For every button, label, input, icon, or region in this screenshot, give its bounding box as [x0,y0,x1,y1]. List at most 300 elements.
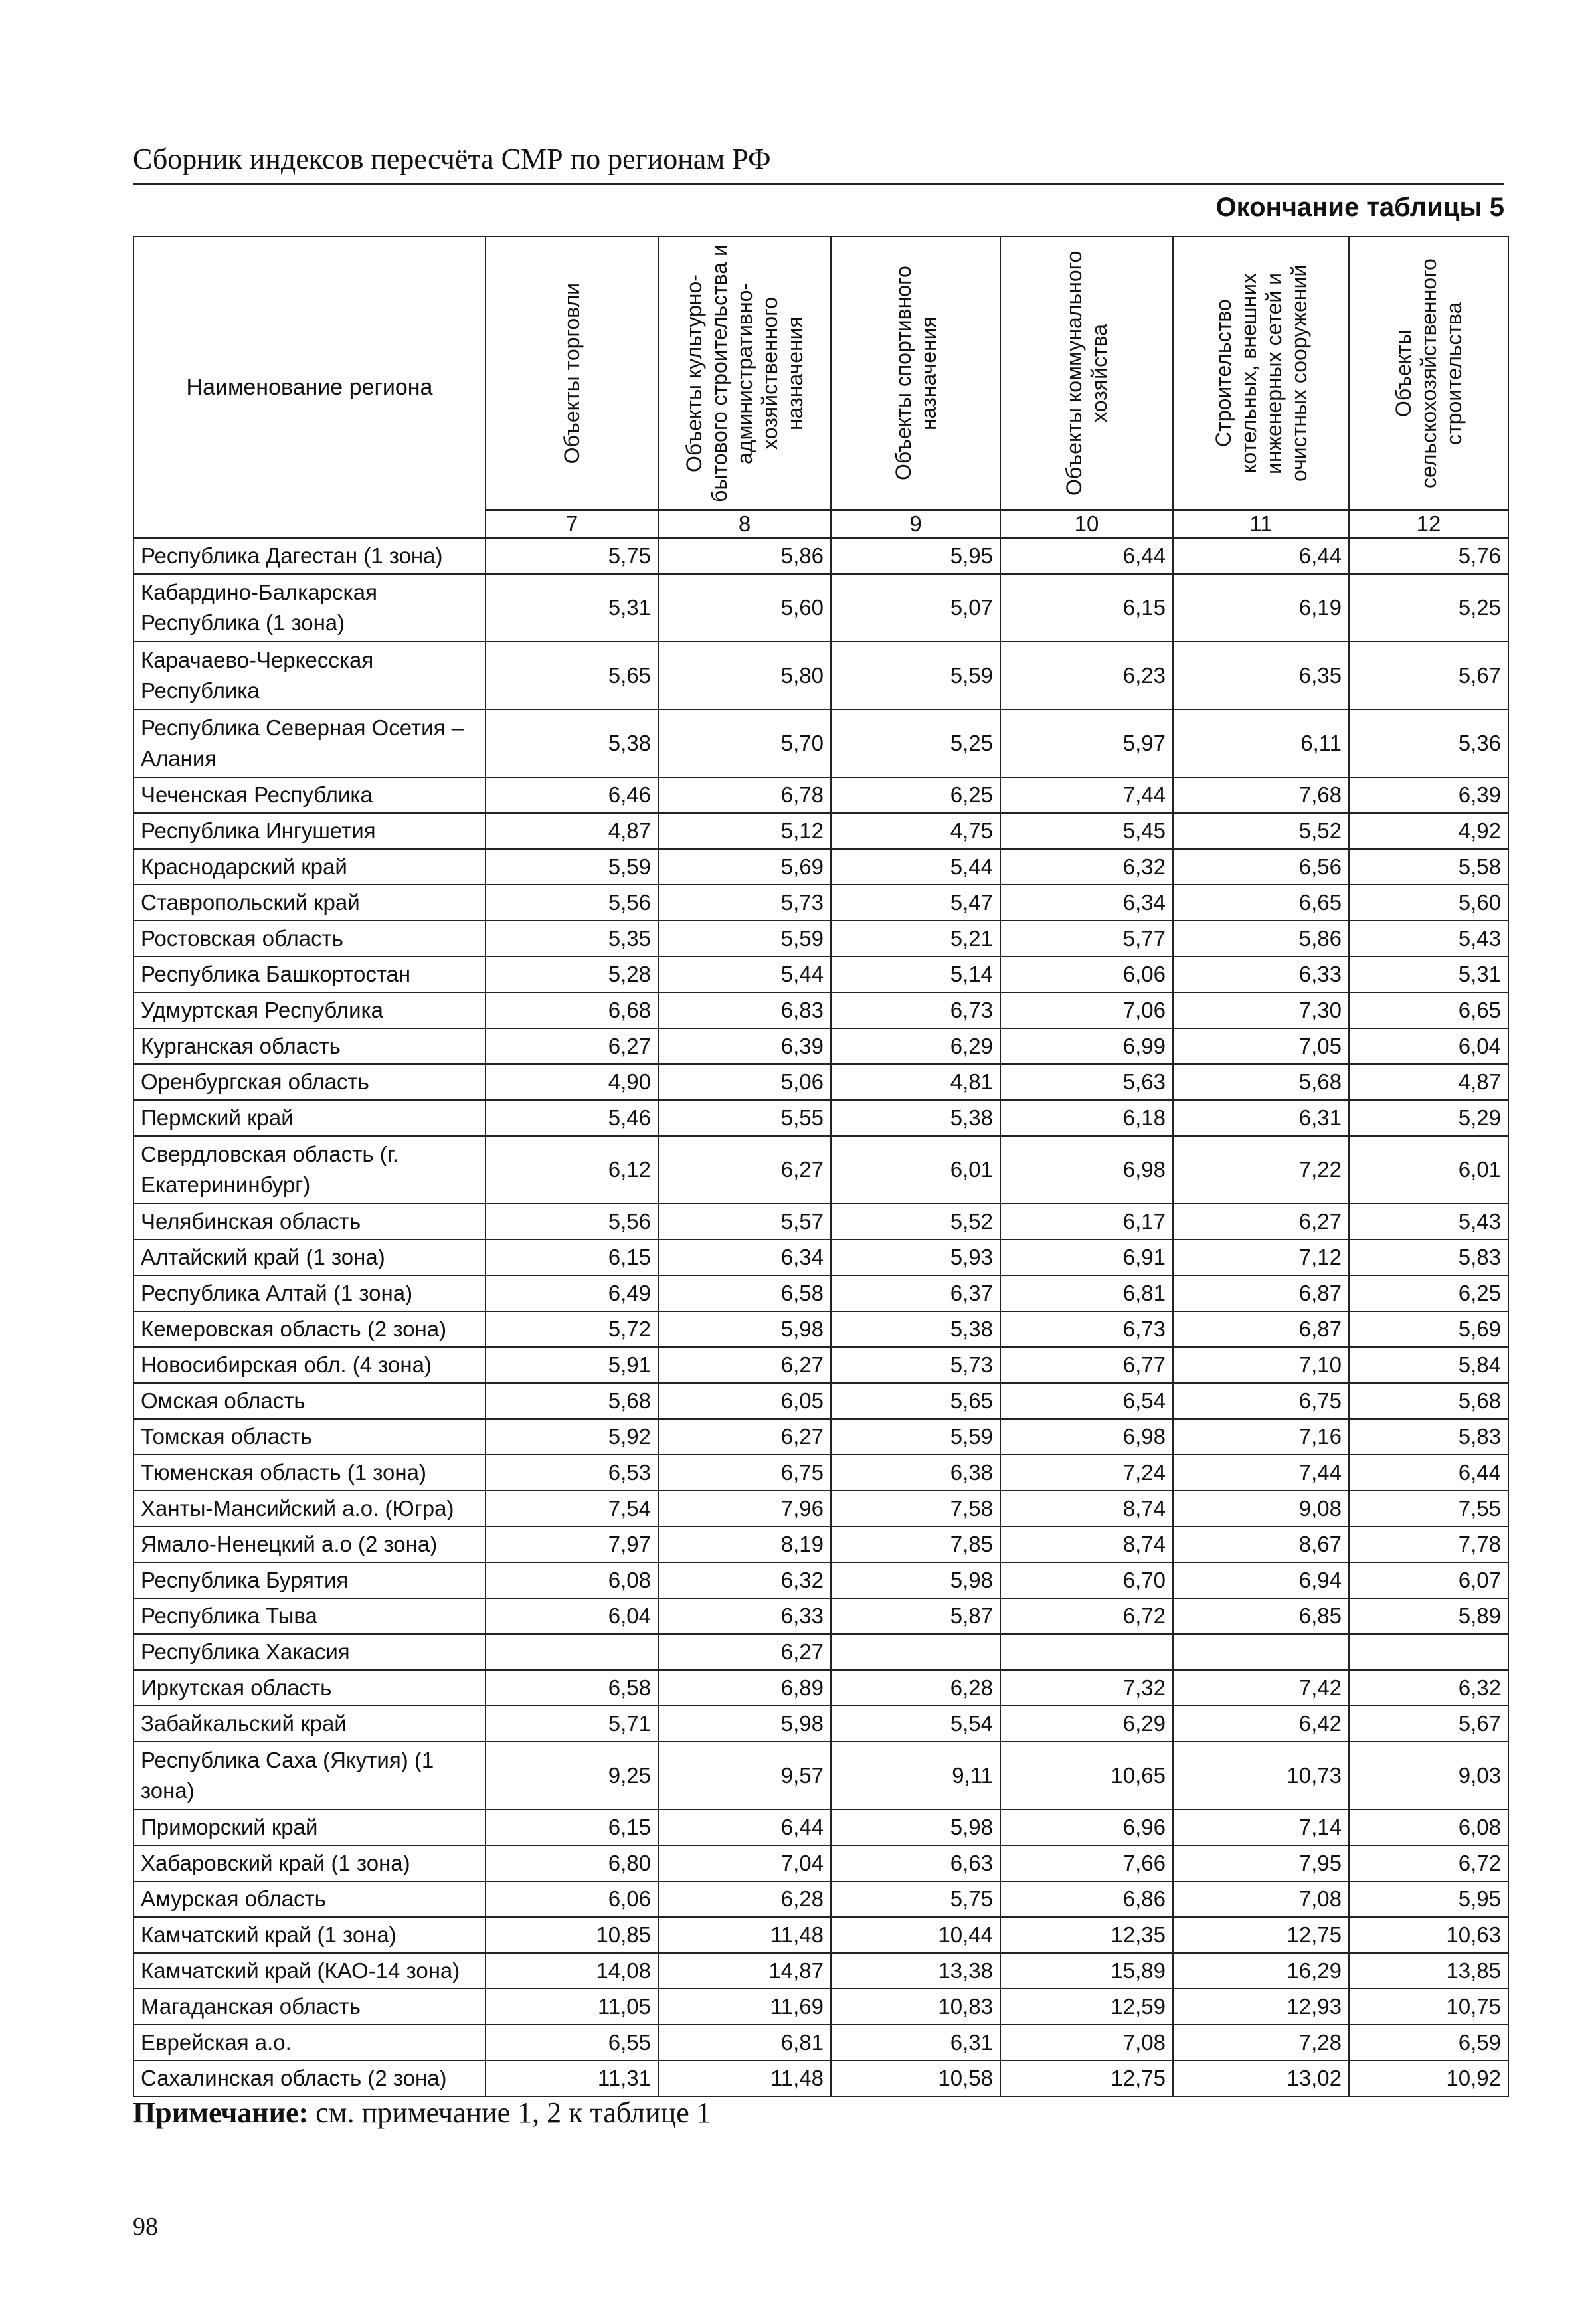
region-name-cell: Забайкальский край [133,1706,486,1742]
index-value-cell: 7,42 [1173,1670,1349,1706]
index-value-cell: 5,25 [1349,574,1508,642]
index-value-cell: 6,46 [486,777,658,813]
index-value-cell: 6,28 [658,1881,831,1917]
index-value-cell: 5,59 [486,849,658,885]
index-value-cell: 6,35 [1173,642,1349,709]
index-value-cell: 6,77 [1000,1347,1173,1383]
index-value-cell: 6,55 [486,2025,658,2061]
index-value-cell: 5,67 [1349,642,1508,709]
index-value-cell: 7,44 [1000,777,1173,813]
column-number: 10 [1000,510,1173,538]
index-value-cell: 6,65 [1349,992,1508,1028]
index-value-cell: 5,63 [1000,1064,1173,1100]
region-name-cell: Камчатский край (КАО-14 зона) [133,1953,486,1989]
region-name-cell: Сахалинская область (2 зона) [133,2061,486,2096]
index-value-cell: 5,68 [1349,1383,1508,1419]
table-row [133,1028,1508,1064]
column-header-label: Объекты спортивного назначения [891,266,940,481]
index-value-cell: 5,59 [831,1419,1000,1455]
index-value-cell: 6,15 [486,1809,658,1845]
index-value-cell: 5,12 [658,813,831,849]
index-value-cell: 7,28 [1173,2025,1349,2061]
index-value-cell: 4,75 [831,813,1000,849]
index-value-cell: 5,31 [486,574,658,642]
index-value-cell: 7,06 [1000,992,1173,1028]
index-value-cell: 5,93 [831,1240,1000,1275]
region-name-cell: Республика Бурятия [133,1562,486,1598]
index-value-cell: 5,72 [486,1311,658,1347]
index-value-cell: 7,04 [658,1845,831,1881]
index-value-cell: 6,81 [1000,1275,1173,1311]
index-value-cell: 6,53 [486,1455,658,1491]
index-value-cell: 8,67 [1173,1526,1349,1562]
index-value-cell: 7,16 [1173,1419,1349,1455]
column-number: 8 [658,510,831,538]
index-value-cell: 5,35 [486,921,658,957]
index-value-cell: 6,15 [486,1240,658,1275]
index-value-cell: 6,32 [1000,849,1173,885]
index-value-cell: 11,05 [486,1989,658,2025]
index-value-cell: 5,59 [658,921,831,957]
table-row [133,1562,1508,1598]
index-value-cell: 5,43 [1349,921,1508,957]
index-value-cell: 10,85 [486,1917,658,1953]
index-value-cell: 10,83 [831,1989,1000,2025]
index-value-cell: 5,83 [1349,1419,1508,1455]
index-value-cell: 6,39 [1349,777,1508,813]
index-value-cell: 13,02 [1173,2061,1349,2096]
column-header [1000,236,1173,510]
region-name-cell: Оренбургская область [133,1064,486,1100]
index-value-cell: 9,11 [831,1742,1000,1809]
index-value-cell: 6,28 [831,1670,1000,1706]
index-value-cell: 6,32 [1349,1670,1508,1706]
region-name-cell: Ростовская область [133,921,486,957]
column-header-label: Объекты сельскохозяйственного строительства [1391,258,1466,488]
table-row [133,1598,1508,1634]
table-row [133,849,1508,885]
table-row [133,642,1508,709]
index-value-cell: 6,94 [1173,1562,1349,1598]
index-value-cell: 7,78 [1349,1526,1508,1562]
table-row [133,1136,1508,1204]
index-value-cell: 14,08 [486,1953,658,1989]
index-value-cell: 7,85 [831,1526,1000,1562]
region-name-cell: Карачаево-Черкесская Республика [133,642,486,709]
index-value-cell [1173,1634,1349,1670]
index-value-cell: 5,56 [486,885,658,921]
index-value-cell: 5,57 [658,1204,831,1240]
index-value-cell: 16,29 [1173,1953,1349,1989]
index-value-cell: 6,07 [1349,1562,1508,1598]
index-value-cell: 5,07 [831,574,1000,642]
index-value-cell: 13,85 [1349,1953,1508,1989]
index-value-cell: 6,23 [1000,642,1173,709]
region-name-cell: Челябинская область [133,1204,486,1240]
index-value-cell: 6,05 [658,1383,831,1419]
index-value-cell: 6,56 [1173,849,1349,885]
index-value-cell: 6,34 [1000,885,1173,921]
index-value-cell: 12,75 [1173,1917,1349,1953]
index-value-cell: 5,98 [658,1311,831,1347]
index-value-cell: 7,54 [486,1491,658,1526]
region-name-cell: Республика Ингушетия [133,813,486,849]
index-value-cell: 5,52 [831,1204,1000,1240]
index-value-cell: 6,08 [1349,1809,1508,1845]
index-value-cell: 6,29 [831,1028,1000,1064]
table-row [133,1706,1508,1742]
index-value-cell: 5,43 [1349,1204,1508,1240]
index-value-cell: 7,08 [1000,2025,1173,2061]
table-row [133,1383,1508,1419]
table-row [133,921,1508,957]
column-header-label: Объекты культурно-бытового строительства и административно-хозяйственного назначения [682,244,807,502]
table-row [133,1419,1508,1455]
index-value-cell: 5,46 [486,1100,658,1136]
index-value-cell: 6,58 [486,1670,658,1706]
index-value-cell: 5,06 [658,1064,831,1100]
column-header [658,236,831,510]
index-value-cell: 4,87 [1349,1064,1508,1100]
index-value-cell: 6,08 [486,1562,658,1598]
index-value-cell: 6,72 [1349,1845,1508,1881]
footnote [133,2096,711,2130]
index-value-cell: 5,47 [831,885,1000,921]
region-name-cell: Камчатский край (1 зона) [133,1917,486,1953]
index-value-cell: 11,48 [658,1917,831,1953]
index-value-cell: 6,15 [1000,574,1173,642]
index-value-cell: 6,31 [1173,1100,1349,1136]
table-row [133,1240,1508,1275]
index-value-cell: 7,05 [1173,1028,1349,1064]
index-value-cell: 5,98 [831,1562,1000,1598]
table-row [133,2025,1508,2061]
region-name-cell: Кемеровская область (2 зона) [133,1311,486,1347]
index-value-cell: 6,04 [1349,1028,1508,1064]
index-value-cell: 8,74 [1000,1491,1173,1526]
index-value-cell: 7,58 [831,1491,1000,1526]
index-value-cell: 6,25 [831,777,1000,813]
index-value-cell: 6,06 [486,1881,658,1917]
table-row [133,709,1508,777]
index-value-cell: 10,65 [1000,1742,1173,1809]
index-value-cell: 12,75 [1000,2061,1173,2096]
region-name-cell: Ставропольский край [133,885,486,921]
table-row [133,1064,1508,1100]
index-value-cell: 6,78 [658,777,831,813]
column-header [831,236,1000,510]
table-row [133,1989,1508,2025]
table-row [133,777,1508,813]
index-value-cell: 6,29 [1000,1706,1173,1742]
region-name-cell: Краснодарский край [133,849,486,885]
column-header [486,236,658,510]
index-value-cell: 6,42 [1173,1706,1349,1742]
index-value-cell: 7,55 [1349,1491,1508,1526]
index-value-cell: 5,97 [1000,709,1173,777]
region-name-cell: Тюменская область (1 зона) [133,1455,486,1491]
index-value-cell: 6,04 [486,1598,658,1634]
index-value-cell: 6,65 [1173,885,1349,921]
column-number: 11 [1173,510,1349,538]
region-name-cell: Приморский край [133,1809,486,1845]
index-value-cell: 6,38 [831,1455,1000,1491]
index-value-cell: 9,25 [486,1742,658,1809]
region-name-cell: Ямало-Ненецкий а.о (2 зона) [133,1526,486,1562]
region-name-cell: Республика Северная Осетия – Алания [133,709,486,777]
index-value-cell: 5,91 [486,1347,658,1383]
column-number: 12 [1349,510,1508,538]
index-value-cell: 7,95 [1173,1845,1349,1881]
table-row [133,1881,1508,1917]
index-value-cell: 10,75 [1349,1989,1508,2025]
index-value-cell: 6,18 [1000,1100,1173,1136]
index-value-cell: 5,86 [1173,921,1349,957]
index-value-cell: 6,98 [1000,1419,1173,1455]
region-name-cell: Республика Тыва [133,1598,486,1634]
index-value-cell: 5,65 [486,642,658,709]
region-name-cell: Чеченская Республика [133,777,486,813]
index-value-cell: 14,87 [658,1953,831,1989]
index-value-cell: 5,68 [1173,1064,1349,1100]
table-subtitle: Окончание таблицы 5 [1215,193,1504,222]
index-value-cell: 7,22 [1173,1136,1349,1204]
index-value-cell: 5,60 [658,574,831,642]
index-value-cell: 6,27 [1173,1204,1349,1240]
index-value-cell: 7,66 [1000,1845,1173,1881]
index-value-cell: 6,37 [831,1275,1000,1311]
index-value-cell: 5,38 [831,1100,1000,1136]
index-value-cell: 6,70 [1000,1562,1173,1598]
index-value-cell: 12,59 [1000,1989,1173,2025]
index-value-cell: 5,98 [658,1706,831,1742]
table-row [133,1670,1508,1706]
index-value-cell: 9,57 [658,1742,831,1809]
index-value-cell: 5,44 [831,849,1000,885]
region-name-cell: Алтайский край (1 зона) [133,1240,486,1275]
region-name-cell: Томская область [133,1419,486,1455]
index-value-cell: 6,59 [1349,2025,1508,2061]
index-value-cell: 12,35 [1000,1917,1173,1953]
index-value-cell: 5,86 [658,538,831,574]
region-name-cell: Республика Алтай (1 зона) [133,1275,486,1311]
region-name-cell: Пермский край [133,1100,486,1136]
table-row [133,1809,1508,1845]
table-row [133,1204,1508,1240]
index-value-cell: 5,95 [1349,1881,1508,1917]
table-row [133,813,1508,849]
index-value-cell: 6,44 [658,1809,831,1845]
index-value-cell: 6,72 [1000,1598,1173,1634]
index-value-cell: 6,80 [486,1845,658,1881]
index-value-cell: 6,81 [658,2025,831,2061]
index-value-cell: 6,58 [658,1275,831,1311]
index-value-cell: 5,69 [658,849,831,885]
table-row [133,885,1508,921]
index-value-cell: 8,74 [1000,1526,1173,1562]
index-value-cell: 8,19 [658,1526,831,1562]
index-value-cell: 6,86 [1000,1881,1173,1917]
index-value-cell: 6,75 [1173,1383,1349,1419]
index-value-cell: 4,81 [831,1064,1000,1100]
index-value-cell: 6,99 [1000,1028,1173,1064]
index-value-cell: 6,49 [486,1275,658,1311]
index-value-cell: 5,25 [831,709,1000,777]
index-value-cell: 10,44 [831,1917,1000,1953]
column-header [1173,236,1349,510]
table-row [133,1526,1508,1562]
column-number: 9 [831,510,1000,538]
index-value-cell: 6,98 [1000,1136,1173,1204]
index-value-cell: 10,58 [831,2061,1000,2096]
index-value-cell: 5,55 [658,1100,831,1136]
column-number: 7 [486,510,658,538]
region-name-cell: Республика Саха (Якутия) (1 зона) [133,1742,486,1809]
region-name-cell: Иркутская область [133,1670,486,1706]
table-row [133,1275,1508,1311]
index-value-cell: 7,44 [1173,1455,1349,1491]
index-value-cell: 6,44 [1349,1455,1508,1491]
index-value-cell: 5,80 [658,642,831,709]
column-header [1349,236,1508,510]
region-name-cell: Удмуртская Республика [133,992,486,1028]
index-value-cell: 7,14 [1173,1809,1349,1845]
table-row [133,1311,1508,1347]
index-value-cell: 7,32 [1000,1670,1173,1706]
index-value-cell: 6,39 [658,1028,831,1064]
region-name-cell: Республика Башкортостан [133,957,486,992]
index-value-cell: 5,45 [1000,813,1173,849]
index-value-cell: 6,87 [1173,1311,1349,1347]
index-value-cell: 4,90 [486,1064,658,1100]
index-value-cell: 5,89 [1349,1598,1508,1634]
index-value-cell: 6,89 [658,1670,831,1706]
table-body [133,538,1508,2096]
index-value-cell: 6,12 [486,1136,658,1204]
index-value-cell: 5,75 [831,1881,1000,1917]
footnote-label: Примечание: [133,2096,309,2129]
page-number: 98 [133,2213,158,2241]
index-value-cell: 5,28 [486,957,658,992]
index-value-cell: 5,31 [1349,957,1508,992]
index-value-cell: 6,54 [1000,1383,1173,1419]
index-value-cell: 7,96 [658,1491,831,1526]
index-value-cell: 5,38 [831,1311,1000,1347]
table-row [133,2061,1508,2096]
index-value-cell: 6,27 [486,1028,658,1064]
index-value-cell: 9,03 [1349,1742,1508,1809]
index-value-cell: 5,83 [1349,1240,1508,1275]
index-value-cell: 5,84 [1349,1347,1508,1383]
region-name-cell: Хабаровский край (1 зона) [133,1845,486,1881]
table-row [133,1845,1508,1881]
table-header-row [133,236,1508,510]
index-value-cell: 6,91 [1000,1240,1173,1275]
index-value-cell: 11,31 [486,2061,658,2096]
index-value-cell: 6,11 [1173,709,1349,777]
table-row [133,538,1508,574]
index-value-cell: 5,70 [658,709,831,777]
index-value-cell: 6,96 [1000,1809,1173,1845]
index-value-cell: 7,30 [1173,992,1349,1028]
index-value-cell: 6,68 [486,992,658,1028]
index-value-cell: 5,36 [1349,709,1508,777]
index-value-cell: 5,44 [658,957,831,992]
region-name-cell: Курганская область [133,1028,486,1064]
index-value-cell: 5,60 [1349,885,1508,921]
index-value-cell: 6,75 [658,1455,831,1491]
region-name-cell: Кабардино-Балкарская Республика (1 зона) [133,574,486,642]
table-row [133,1100,1508,1136]
index-value-cell: 5,76 [1349,538,1508,574]
table-row [133,1742,1508,1809]
index-value-cell: 5,71 [486,1706,658,1742]
index-value-cell: 6,63 [831,1845,1000,1881]
index-value-cell: 5,56 [486,1204,658,1240]
region-name-cell: Омская область [133,1383,486,1419]
index-value-cell: 6,17 [1000,1204,1173,1240]
index-value-cell: 6,19 [1173,574,1349,642]
document-header: Сборник индексов пересчёта СМР по регионам РФ [133,139,1504,185]
table-row [133,1455,1508,1491]
index-value-cell: 10,63 [1349,1917,1508,1953]
index-value-cell: 6,27 [658,1347,831,1383]
index-value-cell: 5,98 [831,1809,1000,1845]
index-value-cell: 5,52 [1173,813,1349,849]
index-value-cell: 10,92 [1349,2061,1508,2096]
index-value-cell: 5,59 [831,642,1000,709]
index-value-cell: 5,73 [658,885,831,921]
column-header-label: Объекты торговли [560,282,584,464]
region-name-cell: Свердловская область (г. Екатерининбург) [133,1136,486,1204]
index-value-cell: 5,77 [1000,921,1173,957]
index-value-cell: 6,01 [1349,1136,1508,1204]
index-value-cell: 7,68 [1173,777,1349,813]
index-value-cell: 15,89 [1000,1953,1173,1989]
index-value-cell: 9,08 [1173,1491,1349,1526]
index-value-cell: 5,29 [1349,1100,1508,1136]
index-value-cell: 12,93 [1173,1989,1349,2025]
table-row [133,992,1508,1028]
index-value-cell: 6,34 [658,1240,831,1275]
table-row [133,957,1508,992]
index-value-cell: 11,69 [658,1989,831,2025]
index-value-cell: 5,21 [831,921,1000,957]
table-row [133,1491,1508,1526]
column-header-label: Объекты коммунального хозяйства [1062,250,1111,496]
index-value-cell: 4,87 [486,813,658,849]
index-value-cell: 6,27 [658,1634,831,1670]
index-value-cell: 6,44 [1173,538,1349,574]
table-row [133,1347,1508,1383]
region-name-cell: Еврейская а.о. [133,2025,486,2061]
index-value-cell: 5,54 [831,1706,1000,1742]
index-value-cell: 6,33 [1173,957,1349,992]
table-row [133,1917,1508,1953]
region-name-cell: Республика Хакасия [133,1634,486,1670]
region-name-cell: Новосибирская обл. (4 зона) [133,1347,486,1383]
index-value-cell: 6,83 [658,992,831,1028]
footnote-text: см. примечание 1, 2 к таблице 1 [308,2096,711,2129]
index-value-cell: 11,48 [658,2061,831,2096]
region-name-cell: Магаданская область [133,1989,486,2025]
table-row [133,1634,1508,1670]
index-value-cell: 5,65 [831,1383,1000,1419]
index-value-cell: 7,08 [1173,1881,1349,1917]
index-value-cell: 6,32 [658,1562,831,1598]
index-value-cell: 7,12 [1173,1240,1349,1275]
index-value-cell: 5,38 [486,709,658,777]
